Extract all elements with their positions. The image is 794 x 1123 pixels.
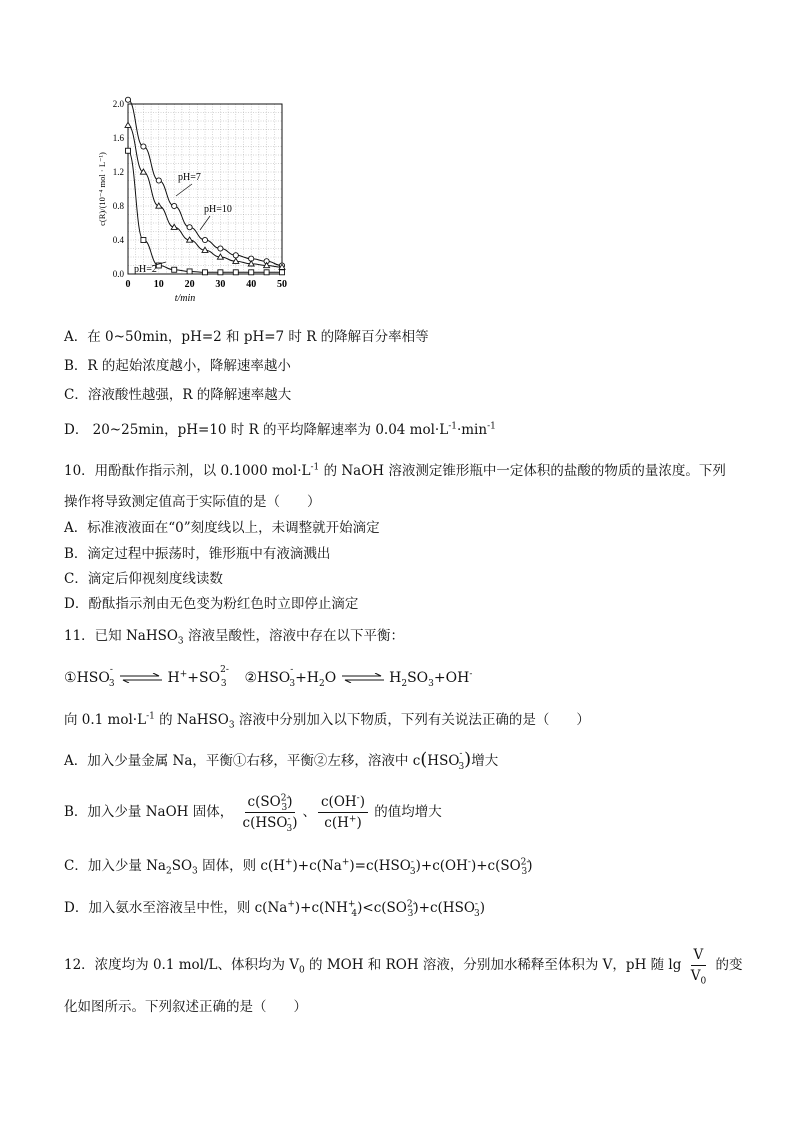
q11-stem: 11．已知 NaHSO$_3$ 溶液呈酸性，溶液中存在以下平衡：: [64, 628, 404, 647]
q12-stem-line1: 12．浓度均为 0.1 mol/L、体积均为 $V_0$ 的 MOH 和 ROH 溶液，分别加水稀释至体积为 V，pH 随 lg $\frac{V}{V_0}$ 的变: [64, 947, 743, 987]
y-tick-label: 2.0: [112, 99, 124, 109]
q11-option-d: D．加入氨水至溶液呈中性，则 $c(Na^+)+c(NH^+_4)<c(SO^{2-}_3)+c(HSO^-_3)$: [64, 899, 485, 919]
series-annotation: pH=2: [134, 264, 157, 275]
q12-line1-pre: 12．浓度均为 0.1 mol/L、体积均为 V: [64, 957, 300, 973]
q9-d-text: D． 20~25min，pH=10 时 R 的平均降解速率为 0.04 mol·L: [64, 422, 449, 438]
data-point-square: [172, 267, 177, 272]
data-point-circle: [125, 97, 130, 102]
q11-option-c: C．加入少量 $Na_2SO_3$ 固体，则 $c(H^+)+c(Na^+)=c(HSO^-_3)+c(OH^-)+c(SO^{2-}_3)$: [64, 857, 533, 877]
eq2-label: ②: [244, 670, 257, 686]
fraction-so3-hso3: $\frac{c(SO^{2-}_3)}{c(HSO^-_3)}$: [242, 793, 298, 834]
q9-d-sup2: -1: [487, 421, 496, 432]
q11-d-pre: D．加入氨水至溶液呈中性，则: [64, 900, 255, 916]
q11-c-mid: SO: [171, 858, 193, 874]
degradation-chart: [96, 92, 296, 322]
q10-stem-line2: 操作将导致测定值高于实际值的是（ ）: [64, 494, 321, 510]
fraction-oh-h: $\frac{c(OH^-)}{c(H^+)}$: [318, 792, 368, 833]
q11-line2-end: 溶液中分别加入以下物质，下列有关说法正确的是（ ）: [234, 712, 590, 728]
q9-option-d: [64, 420, 496, 440]
q11-b-text: B．加入少量 NaOH 固体，: [64, 804, 234, 820]
data-point-square: [264, 270, 269, 275]
q9-option-c: C．溶液酸性越强，R 的降解速率越大: [64, 387, 292, 403]
q11-option-a: A．加入少量金属 Na，平衡①右移，平衡②左移，溶液中 $c(HSO^-_3)$增大: [64, 748, 499, 772]
q11-stem-line2: 向 0.1 $mol\cdot L^{-1}$ 的 NaHSO$_3$ 溶液中分别加入以下物质，下列有关说法正确的是（ ）: [64, 711, 590, 731]
y-tick-label: 0.4: [112, 235, 124, 245]
series-annotation: pH=7: [178, 172, 201, 183]
q11-c-pre: C．加入少量 Na: [64, 858, 166, 874]
data-point-triangle: [125, 122, 131, 127]
data-point-square: [218, 270, 223, 275]
y-tick-label: 0.8: [112, 201, 124, 211]
q11-line2-sup: -1: [146, 711, 155, 722]
data-point-circle: [202, 237, 207, 242]
q11-line2-pre: 向 0.1 mol·L: [64, 712, 147, 728]
q11-a-post: 增大: [471, 753, 499, 769]
data-point-square: [126, 148, 131, 153]
q10-stem-line1: [64, 461, 726, 481]
q11-option-b: B．加入少量 NaOH 固体， $\frac{c(SO^{2-}_3)}{c(HSO^-_3)}$ 、 $\frac{c(OH^-)}{c(H^+)}$ 的值均增大: [64, 793, 442, 834]
y-axis-label: c(R)/(10⁻⁴ mol · L⁻¹): [97, 152, 107, 226]
x-tick-label: 20: [184, 279, 195, 290]
q11-stem-post: 溶液呈酸性，溶液中存在以下平衡：: [183, 628, 404, 644]
data-point-circle: [141, 144, 146, 149]
q9-option-b: B．R 的起始浓度越小，降解速率越小: [64, 358, 291, 374]
equilibrium-arrow-icon: [119, 673, 163, 683]
q11-stem-pre: 11．已知 NaHSO: [64, 628, 178, 644]
q10-option-a: A．标准液液面在“0”刻度线以上，未调整就开始滴定: [64, 520, 380, 536]
q11-b-post: 的值均增大: [374, 804, 442, 820]
x-tick-label: 0: [125, 279, 131, 290]
y-tick-label: 1.6: [112, 133, 124, 143]
q11-a-text: A．加入少量金属 Na，平衡①右移，平衡②左移，溶液中 c: [64, 753, 421, 769]
data-point-square: [203, 270, 208, 275]
data-point-circle: [187, 225, 192, 230]
data-point-square: [141, 238, 146, 243]
eq1-label: ①: [64, 670, 77, 686]
q10-option-d: D．酚酞指示剂由无色变为粉红色时立即停止滴定: [64, 596, 359, 612]
data-point-square: [280, 270, 285, 275]
q10-stem-sup: -1: [310, 462, 320, 473]
y-tick-label: 0.0: [112, 269, 124, 279]
data-point-circle: [233, 253, 238, 258]
chart-series: [125, 97, 285, 275]
q12-line1-post: 的变: [715, 957, 743, 973]
q11-c-post: 固体，则: [197, 858, 261, 874]
data-point-circle: [156, 178, 161, 183]
data-point-circle: [172, 203, 177, 208]
x-tick-label: 10: [153, 279, 164, 290]
q9-option-a: A．在 0~50min，pH=2 和 pH=7 时 R 的降解百分率相等: [64, 329, 429, 345]
x-tick-label: 40: [246, 279, 257, 290]
q11-line2-post: 的 NaHSO: [154, 712, 229, 728]
q10-stem-pre: 10．用酚酞作指示剂，以 0.1000 mol·L: [64, 463, 311, 479]
q9-d-mid: ·min: [456, 422, 488, 438]
q10-stem-post: 的 NaOH 溶液测定锥形瓶中一定体积的盐酸的物质的量浓度。下列: [319, 463, 726, 479]
series-annotation: pH=10: [204, 204, 232, 215]
x-tick-label: 50: [277, 279, 287, 290]
data-point-square: [187, 269, 192, 274]
y-tick-label: 1.2: [112, 167, 124, 177]
q9-d-sup1: -1: [448, 421, 457, 432]
x-tick-label: 30: [215, 279, 226, 290]
q11-equilibria: $①HSO^-_3$ $H^++SO^{2-}_3$ $②HSO^-_3+H_2O$ $H_2SO_3+OH^-$: [64, 665, 473, 689]
x-axis-label: t/min: [174, 293, 196, 304]
q10-option-c: C．滴定后仰视刻度线读数: [64, 571, 223, 587]
q10-option-b: B．滴定过程中振荡时，锥形瓶中有液滴溅出: [64, 546, 331, 562]
data-point-square: [249, 270, 254, 275]
q12-stem-line2: 化如图所示。下列叙述正确的是（ ）: [64, 999, 307, 1015]
data-point-square: [233, 270, 238, 275]
q12-line1-mid: 的 MOH 和 ROH 溶液，分别加水稀释至体积为 V，pH 随 lg: [304, 957, 682, 973]
equilibrium-arrow-icon: [341, 673, 385, 683]
fraction-v-v0: $\frac{V}{V_0}$: [690, 947, 707, 987]
data-point-circle: [218, 246, 223, 251]
